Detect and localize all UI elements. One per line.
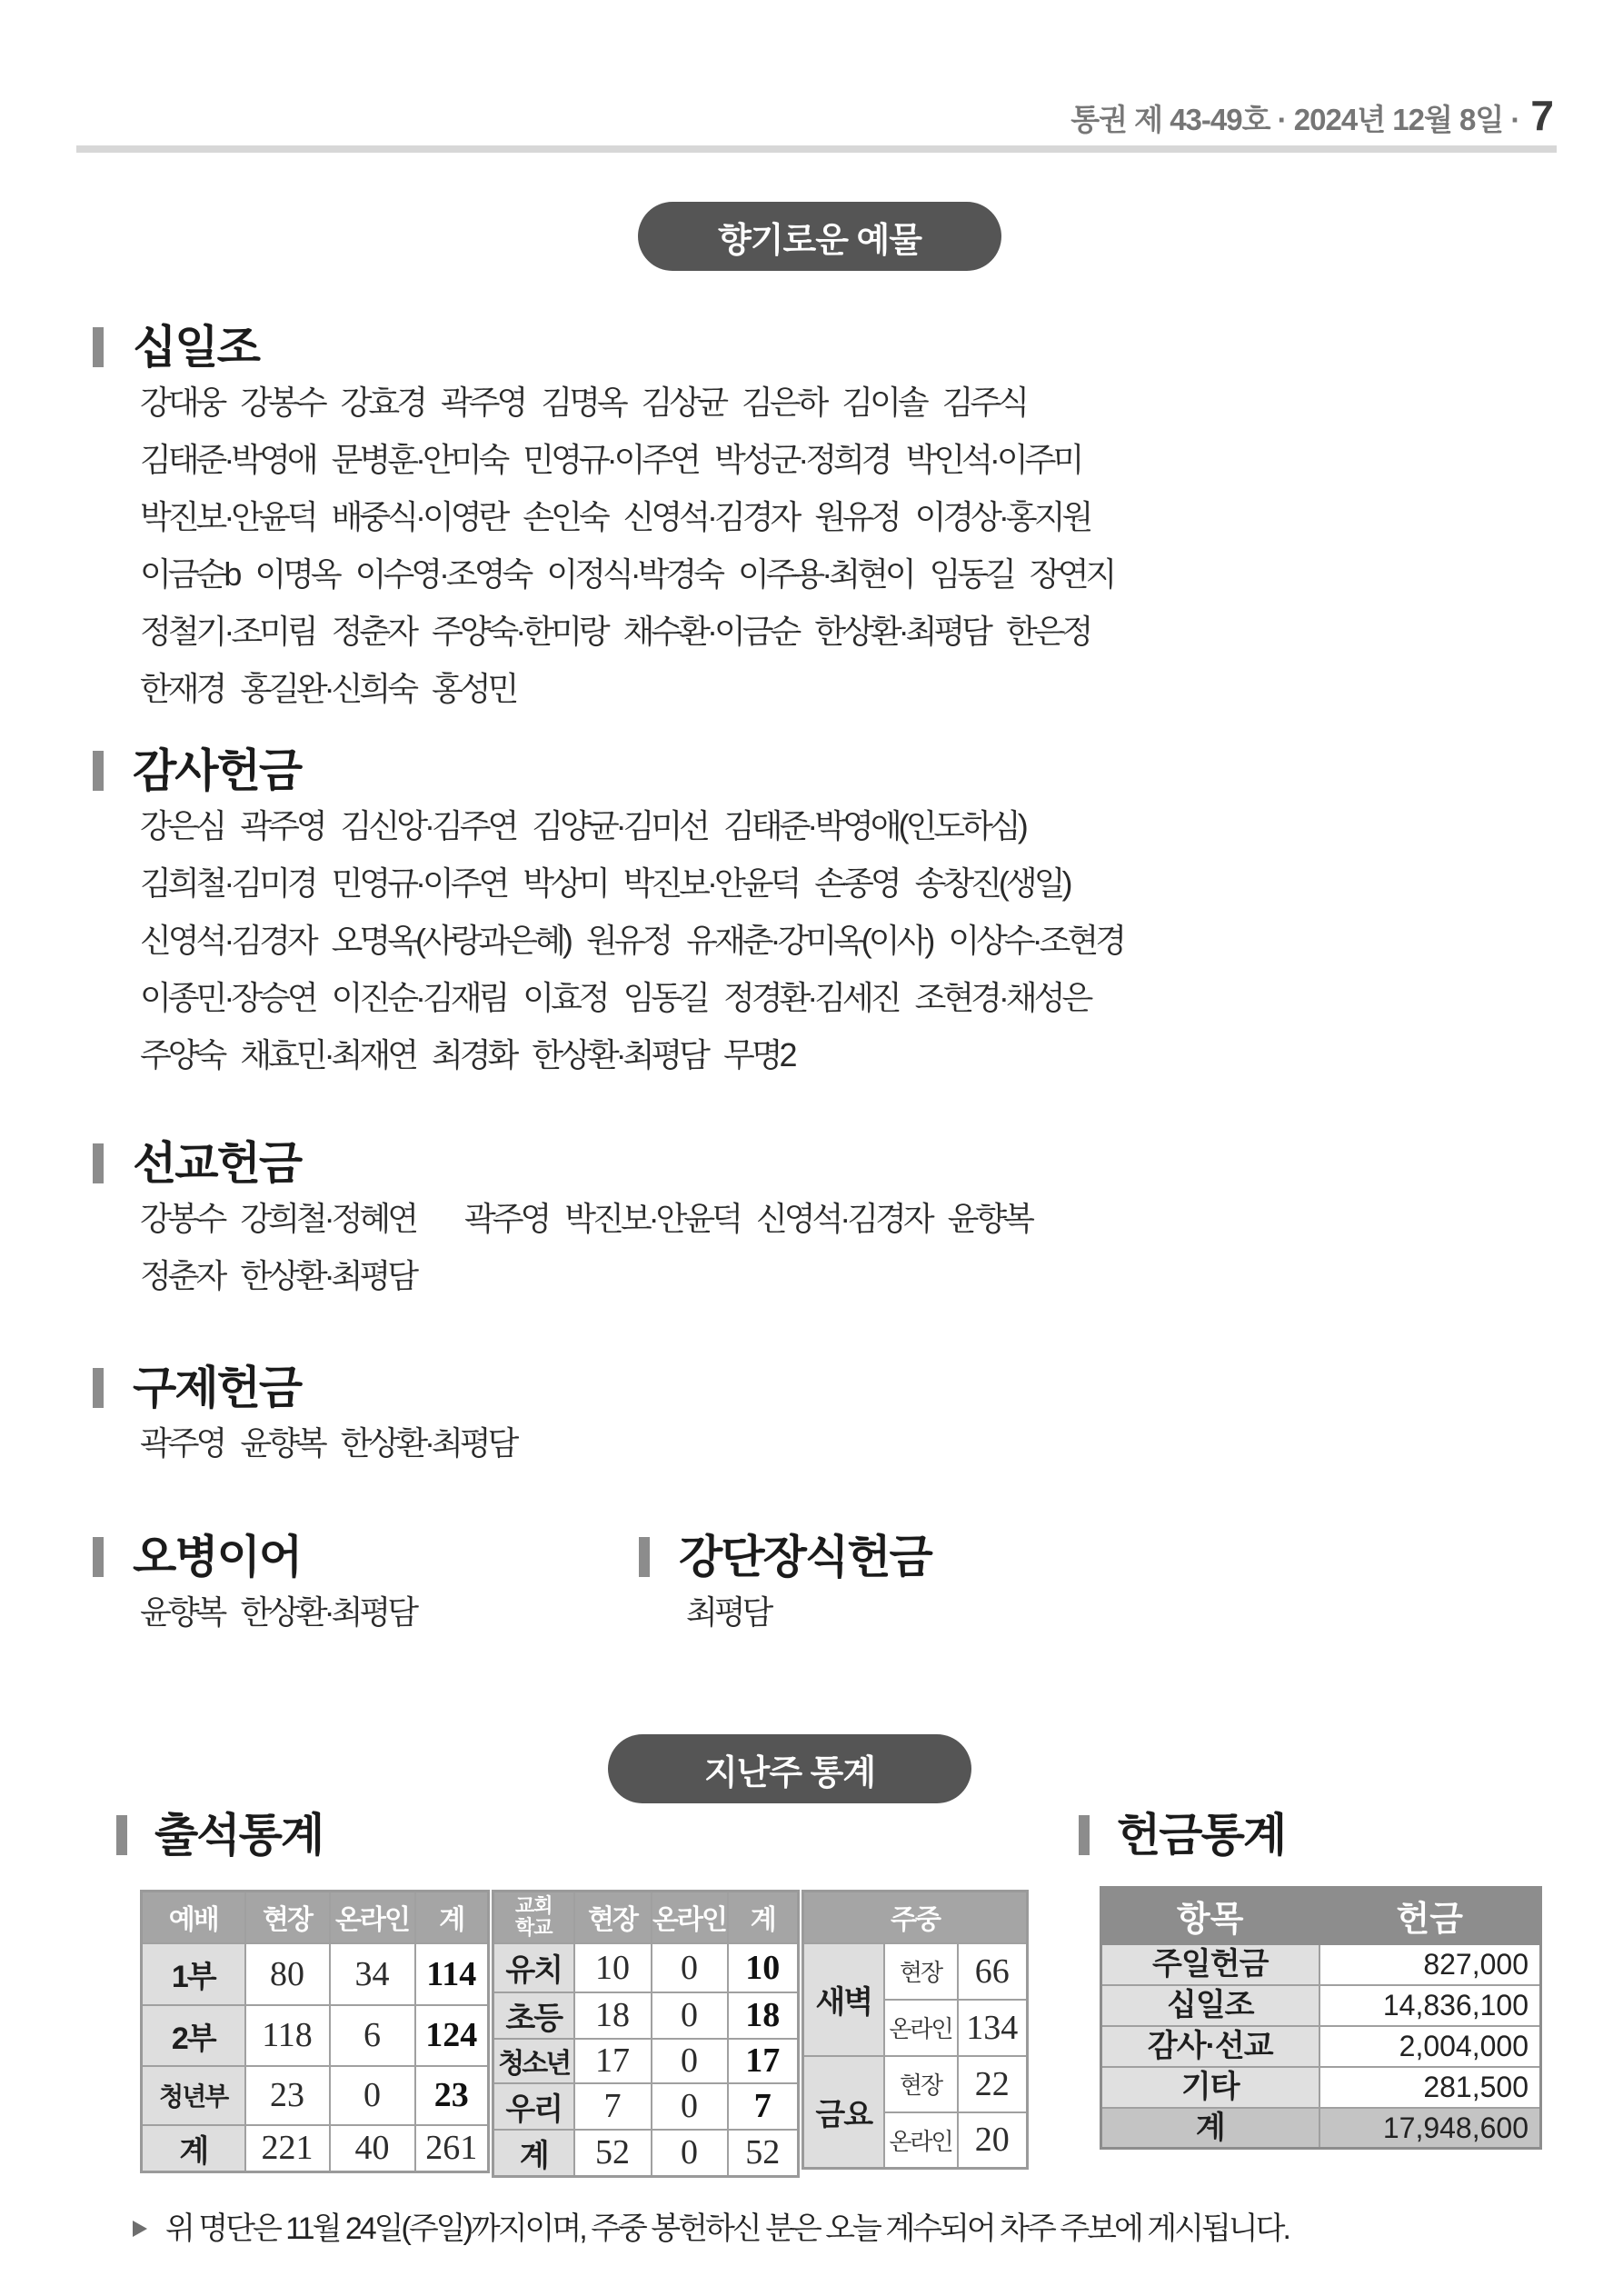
online-count: 0 [652,2039,728,2083]
tithe-section [93,321,1113,717]
section-heading [93,1362,515,1414]
relief-section [93,1362,515,1472]
offering-category: 감사·선교 [1101,2026,1319,2067]
section-title: 선교헌금 [133,1138,302,1189]
section-title: 구제헌금 [133,1363,302,1413]
five-loaves-section [93,1531,415,1641]
table-header-row [493,1892,799,1943]
section-marker [1079,1815,1090,1855]
section-marker [93,751,104,791]
total-count: 261 [415,2125,489,2172]
stats-title-pill [608,1734,971,1803]
section-heading [1079,1809,1285,1862]
total-count: 17 [728,2039,799,2083]
table-total-row [493,2130,799,2177]
donor-line: 이금순b 이명옥 이수영·조영숙 이정식·박경숙 이주용·최현이 임동길 장연지 [140,555,1114,593]
table-row [803,1943,1028,2000]
section-heading [639,1531,931,1583]
onsite-count: 80 [245,1943,330,2005]
table-header-row [142,1892,489,1943]
section-marker [93,1537,104,1577]
online-count: 0 [652,1943,728,1992]
service-label: 금요 [803,2056,884,2169]
section-heading [93,1137,1031,1190]
onsite-count: 118 [245,2005,330,2066]
online-count: 0 [330,2066,415,2125]
donor-line: 김희철·김미경 민영규·이주연 박상미 박진보·안윤덕 손종영 송창진(생일) [140,864,1070,902]
table-row [493,2083,799,2130]
section-marker [116,1815,127,1855]
donor-line: 강은심 곽주영 김신앙·김주연 김양균·김미선 김태준·박영애(인도하심) [140,807,1025,844]
total-count: 10 [728,1943,799,1992]
table-total-row [1101,2108,1541,2149]
offerings-title-pill [638,202,1001,271]
donor-line: 이종민·장승연 이진순·김재림 이효정 임동길 정경환·김세진 조현경·채성은 [140,979,1090,1016]
total-label: 계 [142,2125,245,2172]
total-label: 계 [1101,2108,1319,2149]
section-heading [93,744,1123,797]
donor-line: 박진보·안윤덕 배중식·이영란 손인숙 신영석·김경자 원유정 이경상·홍지원 [140,498,1090,535]
thanksgiving-section [93,744,1123,1083]
table-row [1101,1985,1541,2026]
donor-line: 강봉수 강희철·정혜연 곽주영 박진보·안윤덕 신영석·김경자 윤향복 [140,1200,1031,1237]
attendance-heading-block [116,1809,323,1862]
col-header-total: 계 [415,1892,489,1943]
online-count: 0 [652,1992,728,2039]
donor-list [93,1414,515,1472]
col-header-online: 온라인 [330,1892,415,1943]
pulpit-flowers-section [639,1531,931,1641]
table-row [142,2005,489,2066]
table-row [1101,1944,1541,1985]
department-label: 우리 [493,2083,574,2130]
table-row [142,2066,489,2125]
footnote-text: 위 명단은 11월 24일(주일)까지이며, 주중 봉헌하신 분은 오늘 계수되어 차주 주보에 게시됩니다. [165,2211,1289,2246]
footnote [133,2207,1289,2251]
attendance-count: 22 [958,2056,1028,2112]
worship-label: 1부 [142,1943,245,2005]
section-heading [116,1809,323,1862]
donor-list [639,1583,931,1641]
section-title: 강단장식헌금 [679,1532,931,1582]
table-total-row [142,2125,489,2172]
section-title: 십일조 [133,322,259,373]
col-header-total: 계 [728,1892,799,1943]
church-school-attendance-table [492,1890,800,2178]
header-divider [76,145,1557,153]
total-count: 18 [728,1992,799,2039]
attendance-count: 66 [958,1943,1028,2000]
attendance-count: 20 [958,2112,1028,2169]
onsite-count: 10 [574,1943,652,1992]
section-heading [93,321,1113,374]
total-count: 52 [728,2130,799,2177]
section-marker [93,1368,104,1408]
table-row [803,2056,1028,2112]
donor-list [93,797,1123,1083]
department-label: 청소년 [493,2039,574,2083]
total-label: 계 [493,2130,574,2177]
total-count: 124 [415,2005,489,2066]
donor-line: 강대웅 강봉수 강효경 곽주영 김명옥 김상균 김은하 김이솔 김주식 [140,384,1026,421]
section-marker [93,327,104,367]
donor-list [93,1190,1031,1304]
donor-line: 윤향복 한상환·최평담 [140,1593,415,1631]
table-row [493,1943,799,1992]
service-label: 새벽 [803,1943,884,2056]
onsite-count: 221 [245,2125,330,2172]
online-count: 0 [652,2083,728,2130]
section-heading [93,1531,415,1583]
col-header-online: 온라인 [652,1892,728,1943]
col-header-worship: 예배 [142,1892,245,1943]
offering-amount: 2,004,000 [1319,2026,1541,2067]
attendance-type: 현장 [884,2056,958,2112]
offering-stats-table [1100,1886,1542,2150]
page-header [1070,91,1554,140]
donor-line: 최평담 [686,1593,771,1631]
weekday-attendance-table [802,1890,1029,2170]
onsite-count: 17 [574,2039,652,2083]
attendance-count: 134 [958,2000,1028,2056]
attendance-type: 온라인 [884,2000,958,2056]
donor-line: 정철기·조미림 정춘자 주양숙·한미랑 채수환·이금순 한상환·최평담 한은정 [140,613,1090,650]
worship-attendance-table [140,1890,490,2173]
col-header-item: 항목 [1101,1888,1319,1944]
offering-category: 십일조 [1101,1985,1319,2026]
col-header-church-school [493,1892,574,1943]
donor-line: 김태준·박영애 문병훈·안미숙 민영규·이주연 박성군·정희경 박인석·이주미 [140,441,1081,478]
section-marker [93,1143,104,1183]
table-row [1101,2026,1541,2067]
donor-line: 곽주영 윤향복 한상환·최평담 [140,1424,516,1462]
department-label: 유치 [493,1943,574,1992]
total-count: 114 [415,1943,489,2005]
donor-list [93,1583,415,1641]
offering-category: 기타 [1101,2067,1319,2108]
onsite-count: 23 [245,2066,330,2125]
donor-line: 한재경 홍길완·신희숙 홍성민 [140,670,516,707]
mission-section [93,1137,1031,1304]
offering-amount: 827,000 [1319,1944,1541,1985]
online-count: 6 [330,2005,415,2066]
worship-label: 2부 [142,2005,245,2066]
donor-line: 주양숙 채효민·최재연 최경화 한상환·최평담 무명2 [140,1036,794,1073]
col-header-onsite: 현장 [245,1892,330,1943]
total-count: 7 [728,2083,799,2130]
attendance-type: 온라인 [884,2112,958,2169]
offering-category: 주일헌금 [1101,1944,1319,1985]
col-header-onsite: 현장 [574,1892,652,1943]
table-row [493,2039,799,2083]
section-title: 감사헌금 [133,745,302,796]
offerings-title: 향기로운 예물 [718,221,921,260]
worship-label: 청년부 [142,2066,245,2125]
total-count: 23 [415,2066,489,2125]
department-label: 초등 [493,1992,574,2039]
issue-info: 통권 제 43-49호 · 2024년 12월 8일 · [1070,103,1520,136]
offering-amount: 14,836,100 [1319,1985,1541,2026]
finance-title: 헌금통계 [1117,1810,1286,1861]
donor-line: 신영석·김경자 오명옥(사랑과은혜) 원유정 유재춘·강미옥(이사) 이상수·조현경 [140,922,1123,959]
section-marker [639,1537,650,1577]
offering-amount: 281,500 [1319,2067,1541,2108]
total-amount: 17,948,600 [1319,2108,1541,2149]
attendance-type: 현장 [884,1943,958,2000]
table-row [142,1943,489,2005]
online-count: 0 [652,2130,728,2177]
table-row [493,1992,799,2039]
col-header-amount: 헌금 [1319,1888,1541,1944]
col-header-weekday: 주중 [803,1892,1028,1943]
online-count: 40 [330,2125,415,2172]
online-count: 34 [330,1943,415,2005]
triangle-bullet-icon [133,2221,147,2237]
header-line: 학교 [514,1916,553,1940]
page-number: 7 [1530,92,1554,139]
onsite-count: 7 [574,2083,652,2130]
table-row [1101,2067,1541,2108]
table-header-row [1101,1888,1541,1944]
table-header-row [803,1892,1028,1943]
section-title: 오병이어 [133,1532,302,1582]
finance-heading-block [1079,1809,1285,1862]
onsite-count: 18 [574,1992,652,2039]
stats-title: 지난주 통계 [703,1753,876,1792]
attendance-title: 출석통계 [154,1810,324,1861]
donor-list [93,374,1113,717]
donor-line: 정춘자 한상환·최평담 [140,1257,415,1294]
onsite-count: 52 [574,2130,652,2177]
header-line: 교회 [514,1894,553,1918]
